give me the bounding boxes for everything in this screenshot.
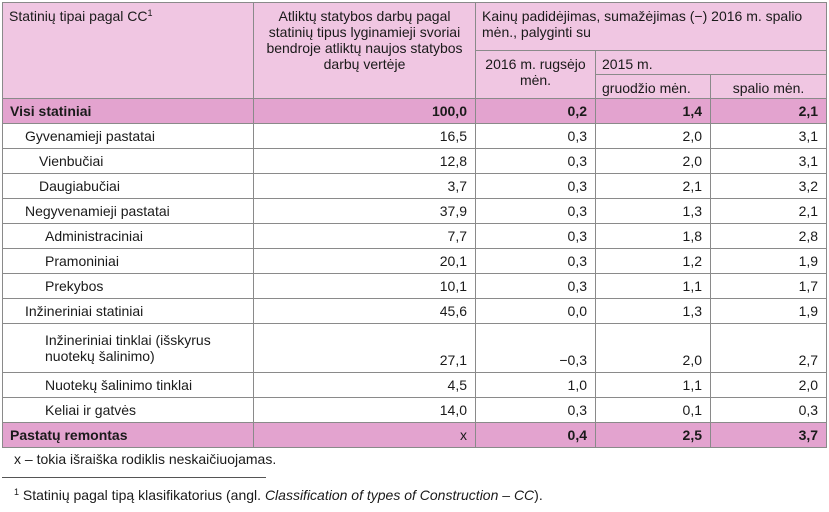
cell-share: 27,1 <box>254 324 476 373</box>
table-row <box>3 224 827 249</box>
cell-oct: 0,3 <box>711 398 827 423</box>
cell-sep: 0,3 <box>476 398 596 423</box>
cell-dec: 1,3 <box>596 199 711 224</box>
cell-share: 10,1 <box>254 274 476 299</box>
cell-dec: 1,8 <box>596 224 711 249</box>
row-label: Negyvenamieji pastatai <box>3 199 254 224</box>
table-row <box>3 274 827 299</box>
cell-share: 45,6 <box>254 299 476 324</box>
table-row <box>3 149 827 174</box>
cell-share: 20,1 <box>254 249 476 274</box>
cell-sep: 0,3 <box>476 149 596 174</box>
header-2016-september: 2016 m. rugsėjo mėn. <box>476 51 596 99</box>
header-price-change-group: Kainų padidėjimas, sumažėjimas (−) 2016 m. spalio mėn., palyginti su <box>476 3 827 51</box>
cell-sep: 0,3 <box>476 174 596 199</box>
cell-dec: 1,4 <box>596 99 711 124</box>
table-row <box>3 423 827 448</box>
note-text: x – tokia išraiška rodiklis neskaičiuojamas. <box>14 451 277 467</box>
cell-sep: 0,3 <box>476 274 596 299</box>
cell-dec: 1,3 <box>596 299 711 324</box>
cell-sep: 0,3 <box>476 249 596 274</box>
cell-dec: 2,5 <box>596 423 711 448</box>
row-label: Keliai ir gatvės <box>3 398 254 423</box>
cell-oct: 2,1 <box>711 199 827 224</box>
cell-oct: 1,9 <box>711 299 827 324</box>
row-label: Pastatų remontas <box>3 423 254 448</box>
cell-sep: 0,3 <box>476 224 596 249</box>
cell-oct: 1,9 <box>711 249 827 274</box>
row-label: Nuotekų šalinimo tinklai <box>3 373 254 398</box>
header-december: gruodžio mėn. <box>596 75 711 99</box>
footnote-divider <box>2 477 266 478</box>
table-row <box>3 199 827 224</box>
cell-share: 12,8 <box>254 149 476 174</box>
row-label: Gyvenamieji pastatai <box>3 124 254 149</box>
cell-sep: 0,2 <box>476 99 596 124</box>
cell-sep: 0,3 <box>476 124 596 149</box>
table-row <box>3 124 827 149</box>
table-row <box>3 373 827 398</box>
cell-share: 7,7 <box>254 224 476 249</box>
cell-share: 3,7 <box>254 174 476 199</box>
cell-share: 4,5 <box>254 373 476 398</box>
cell-share: 100,0 <box>254 99 476 124</box>
cell-dec: 1,1 <box>596 373 711 398</box>
table-row <box>3 324 827 373</box>
table-row <box>3 174 827 199</box>
cell-oct: 3,1 <box>711 124 827 149</box>
cell-oct: 3,7 <box>711 423 827 448</box>
row-label: Daugiabučiai <box>3 174 254 199</box>
row-label: Prekybos <box>3 274 254 299</box>
cell-oct: 2,8 <box>711 224 827 249</box>
footnote: $^1$ Statinių pagal tipą klasifikatorius (angl. Classification of types of Construction – CC). <box>14 487 543 503</box>
row-label: Pramoniniai <box>3 249 254 274</box>
table-row <box>3 249 827 274</box>
table-row <box>3 398 827 423</box>
header-share: Atliktų statybos darbų pagal statinių tipus lyginamieji svoriai bendroje atliktų naujos statybos darbų vertėje <box>254 3 476 99</box>
cell-dec: 2,0 <box>596 124 711 149</box>
cell-share: 16,5 <box>254 124 476 149</box>
cell-oct: 2,7 <box>711 324 827 373</box>
header-october: spalio mėn. <box>711 75 827 99</box>
header-construction-types: Statinių tipai pagal $CC^1$ <box>3 3 254 99</box>
table-row <box>3 299 827 324</box>
cell-dec: 1,1 <box>596 274 711 299</box>
row-label: Vienbučiai <box>3 149 254 174</box>
cell-share: 37,9 <box>254 199 476 224</box>
cell-share: x <box>254 423 476 448</box>
cell-dec: 0,1 <box>596 398 711 423</box>
cell-oct: 3,2 <box>711 174 827 199</box>
cell-dec: 2,0 <box>596 324 711 373</box>
cell-dec: 2,0 <box>596 149 711 174</box>
cell-oct: 1,7 <box>711 274 827 299</box>
cell-oct: 2,1 <box>711 99 827 124</box>
cell-sep: 0,0 <box>476 299 596 324</box>
cell-share: 14,0 <box>254 398 476 423</box>
cell-sep: −0,3 <box>476 324 596 373</box>
cell-sep: 0,4 <box>476 423 596 448</box>
header-2015: 2015 m. <box>596 51 827 75</box>
price-change-table <box>2 2 827 448</box>
cell-dec: 1,2 <box>596 249 711 274</box>
table-row <box>3 99 827 124</box>
row-label: Administraciniai <box>3 224 254 249</box>
row-label: Inžineriniai tinklai (išskyrus nuotekų šalinimo) <box>3 324 254 373</box>
cell-sep: 0,3 <box>476 199 596 224</box>
row-label: Inžineriniai statiniai <box>3 299 254 324</box>
cell-oct: 2,0 <box>711 373 827 398</box>
cell-oct: 3,1 <box>711 149 827 174</box>
row-label: Visi statiniai <box>3 99 254 124</box>
cell-dec: 2,1 <box>596 174 711 199</box>
cell-sep: 1,0 <box>476 373 596 398</box>
